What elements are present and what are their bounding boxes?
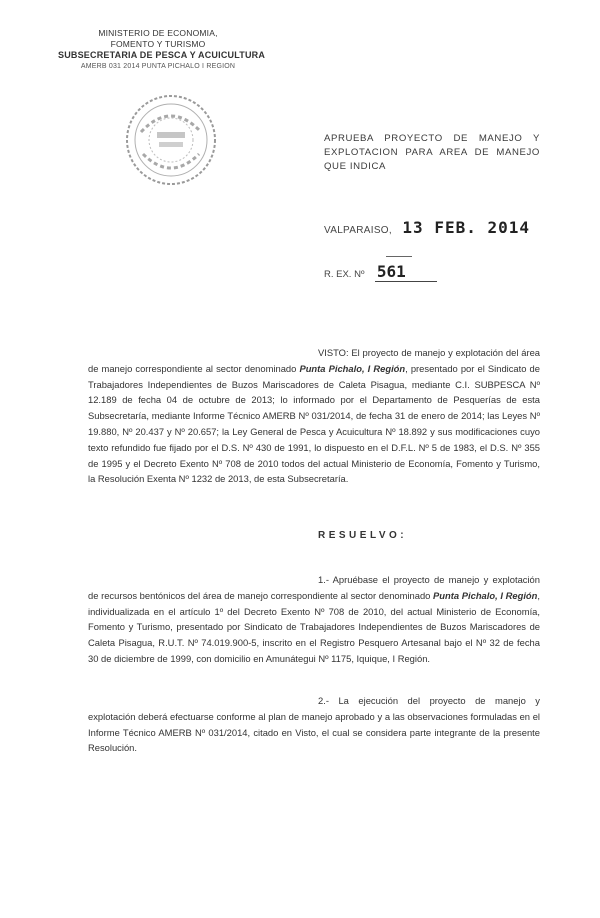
resolution-item-2: 2.- La ejecución del proyecto de manejo y explotación deberá efectuarse conforme al plan de manejo aprobado y a las observaciones formuladas en el Informe Técnico AMERB Nº 031/2014, citado en Visto, el cual se considera parte integrante de la presente Resolución.	[88, 695, 540, 754]
divider	[386, 256, 412, 257]
visto-text-1: VISTO: El proyecto de manejo y explotación del área de manejo correspondiente al sector denominado	[88, 347, 540, 374]
resolution-label: R. EX. Nº	[324, 269, 365, 280]
item1-text-1: 1.- Apruébase el proyecto de manejo y explotación de recursos bentónicos del área de manejo correspondiente al sector denominado	[88, 574, 540, 601]
item1-text-2: , individualizada en el artículo 1º del Decreto Exento Nº 708 de 2010, del actual Ministerio de Economía, Fomento y Turismo, presentado por Sindicato de Trabajadores Independientes de Buzos Mariscadores de Caleta Pisagua, R.U.T. Nº 74.019.900-5, inscrito en el Registro Pesquero Artesanal bajo el Nº 32 de fecha 30 de diciembre de 1999, con domicilio en Amunátegui Nº 1175, Iquique, I Región.	[88, 589, 540, 664]
resolution-number: 561	[375, 262, 437, 282]
resolution-number-line	[324, 262, 437, 282]
subsecretaria-line: SUBSECRETARIA DE PESCA Y ACUICULTURA	[58, 50, 266, 60]
item1-place: Punta Pichalo, I Región	[433, 589, 538, 601]
date-stamp: 13 FEB. 2014	[402, 218, 531, 237]
letterhead	[58, 28, 266, 72]
visto-place: Punta Pichalo, I Región	[299, 362, 406, 374]
visto-paragraph	[88, 345, 540, 487]
date-line	[324, 218, 530, 238]
resolution-item-1	[88, 572, 540, 667]
resuelvo-heading: RESUELVO:	[318, 530, 408, 541]
visto-text-2: , presentado por el Sindicato de Trabajadores Independientes de Buzos Mariscadores de Caleta Pisagua, mediante C.I. SUBPESCA Nº 12.189 de fecha 04 de octubre de 2013; lo informado por el Departamento de Pesquerías de esta Subsecretaría, mediante Informe Técnico AMERB Nº 031/2014, de fecha 31 de enero de 2014; las Leyes Nº 19.880, Nº 20.437 y Nº 20.657; la Ley General de Pesca y Acuicultura Nº 18.892 y sus modificaciones cuyo texto refundido fue fijado por el D.S. Nº 430 de 1991, lo dispuesto en el D.F.L. Nº 5 de 1983, el D.S. Nº 355 de 1995 y el Decreto Exento Nº 708 de 2010 todos del actual Ministerio de Economía, Fomento y Turismo, la Resolución Exenta Nº 1232 de 2013, de esta Subsecretaría.	[88, 362, 540, 485]
city-label: VALPARAISO,	[324, 225, 392, 236]
ministry-line-2: FOMENTO Y TURISMO	[110, 39, 206, 49]
official-seal-stamp-icon	[123, 92, 219, 188]
ministry-line: MINISTERIO DE ECONOMIA,	[98, 28, 218, 38]
resolution-subject: APRUEBA PROYECTO DE MANEJO Y EXPLOTACION PARA AREA DE MANEJO QUE INDICA	[324, 133, 540, 172]
reference-line: AMERB 031 2014 PUNTA PICHALO I REGION	[80, 63, 236, 70]
